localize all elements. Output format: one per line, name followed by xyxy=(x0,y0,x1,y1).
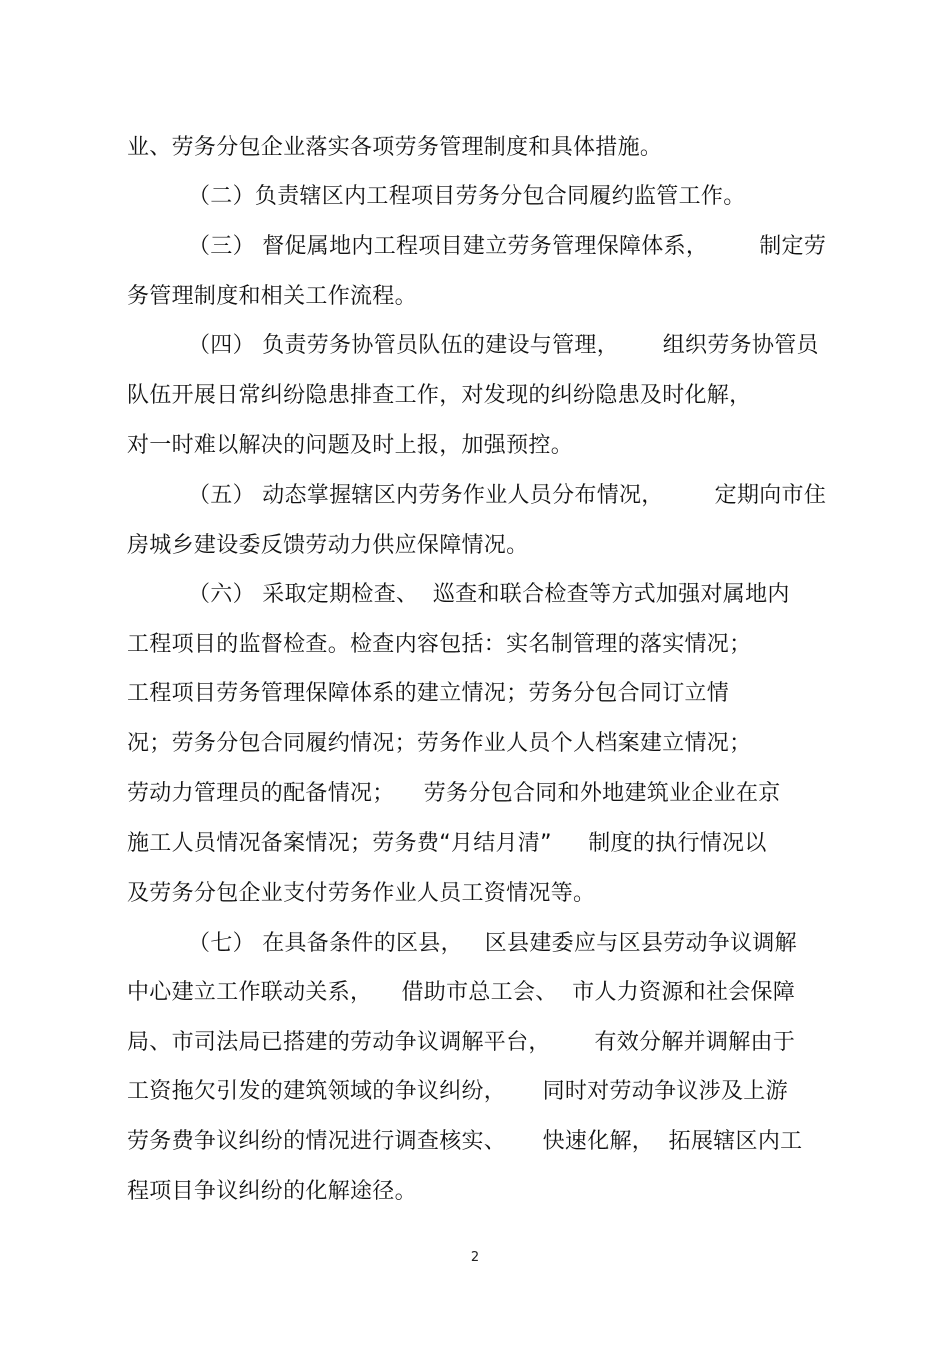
paragraph-line: （三） 督促属地内工程项目建立劳务管理保障体系， 制定劳 xyxy=(188,234,827,259)
paragraph-line: 务管理制度和相关工作流程。 xyxy=(127,284,417,309)
paragraph-line: 施工人员情况备案情况；劳务费“月结月清” 制度的执行情况以 xyxy=(127,831,767,856)
paragraph-line: 程项目争议纠纷的化解途径。 xyxy=(127,1179,417,1204)
paragraph-line: 工程项目的监督检查。检查内容包括：实名制管理的落实情况； xyxy=(127,632,752,657)
paragraph-line: 局、市司法局已搭建的劳动争议调解平台， 有效分解并调解由于 xyxy=(127,1030,796,1055)
paragraph-line: 工资拖欠引发的建筑领域的争议纠纷， 同时对劳动争议涉及上游 xyxy=(127,1079,788,1104)
paragraph-line: （六） 采取定期检查、 巡查和联合检查等方式加强对属地内 xyxy=(188,582,790,607)
paragraph-line: （二）负责辖区内工程项目劳务分包合同履约监管工作。 xyxy=(188,184,746,209)
paragraph-line: 中心建立工作联动关系， 借助市总工会、 市人力资源和社会保障 xyxy=(127,980,796,1005)
paragraph-line: 业、劳务分包企业落实各项劳务管理制度和具体措施。 xyxy=(127,135,663,160)
paragraph-line: 队伍开展日常纠纷隐患排查工作，对发现的纠纷隐患及时化解， xyxy=(127,383,752,408)
paragraph-line: （四） 负责劳务协管员队伍的建设与管理， 组织劳务协管员 xyxy=(188,333,819,358)
paragraph-line: （五） 动态掌握辖区内劳务作业人员分布情况， 定期向市住 xyxy=(188,483,827,508)
page-number: 2 xyxy=(470,1250,480,1265)
paragraph-line: 对一时难以解决的问题及时上报，加强预控。 xyxy=(127,433,574,458)
paragraph-line: 房城乡建设委反馈劳动力供应保障情况。 xyxy=(127,533,529,558)
paragraph-line: 工程项目劳务管理保障体系的建立情况；劳务分包合同订立情 xyxy=(127,681,730,706)
paragraph-line: 劳动力管理员的配备情况； 劳务分包合同和外地建筑业企业在京 xyxy=(127,781,781,806)
paragraph-line: 及劳务分包企业支付劳务作业人员工资情况等。 xyxy=(127,881,596,906)
paragraph-line: 况；劳务分包合同履约情况；劳务作业人员个人档案建立情况； xyxy=(127,731,752,756)
paragraph-line: 劳务费争议纠纷的情况进行调查核实、 快速化解， 拓展辖区内工 xyxy=(127,1129,803,1154)
paragraph-line: （七） 在具备条件的区县， 区县建委应与区县劳动争议调解 xyxy=(188,931,797,956)
